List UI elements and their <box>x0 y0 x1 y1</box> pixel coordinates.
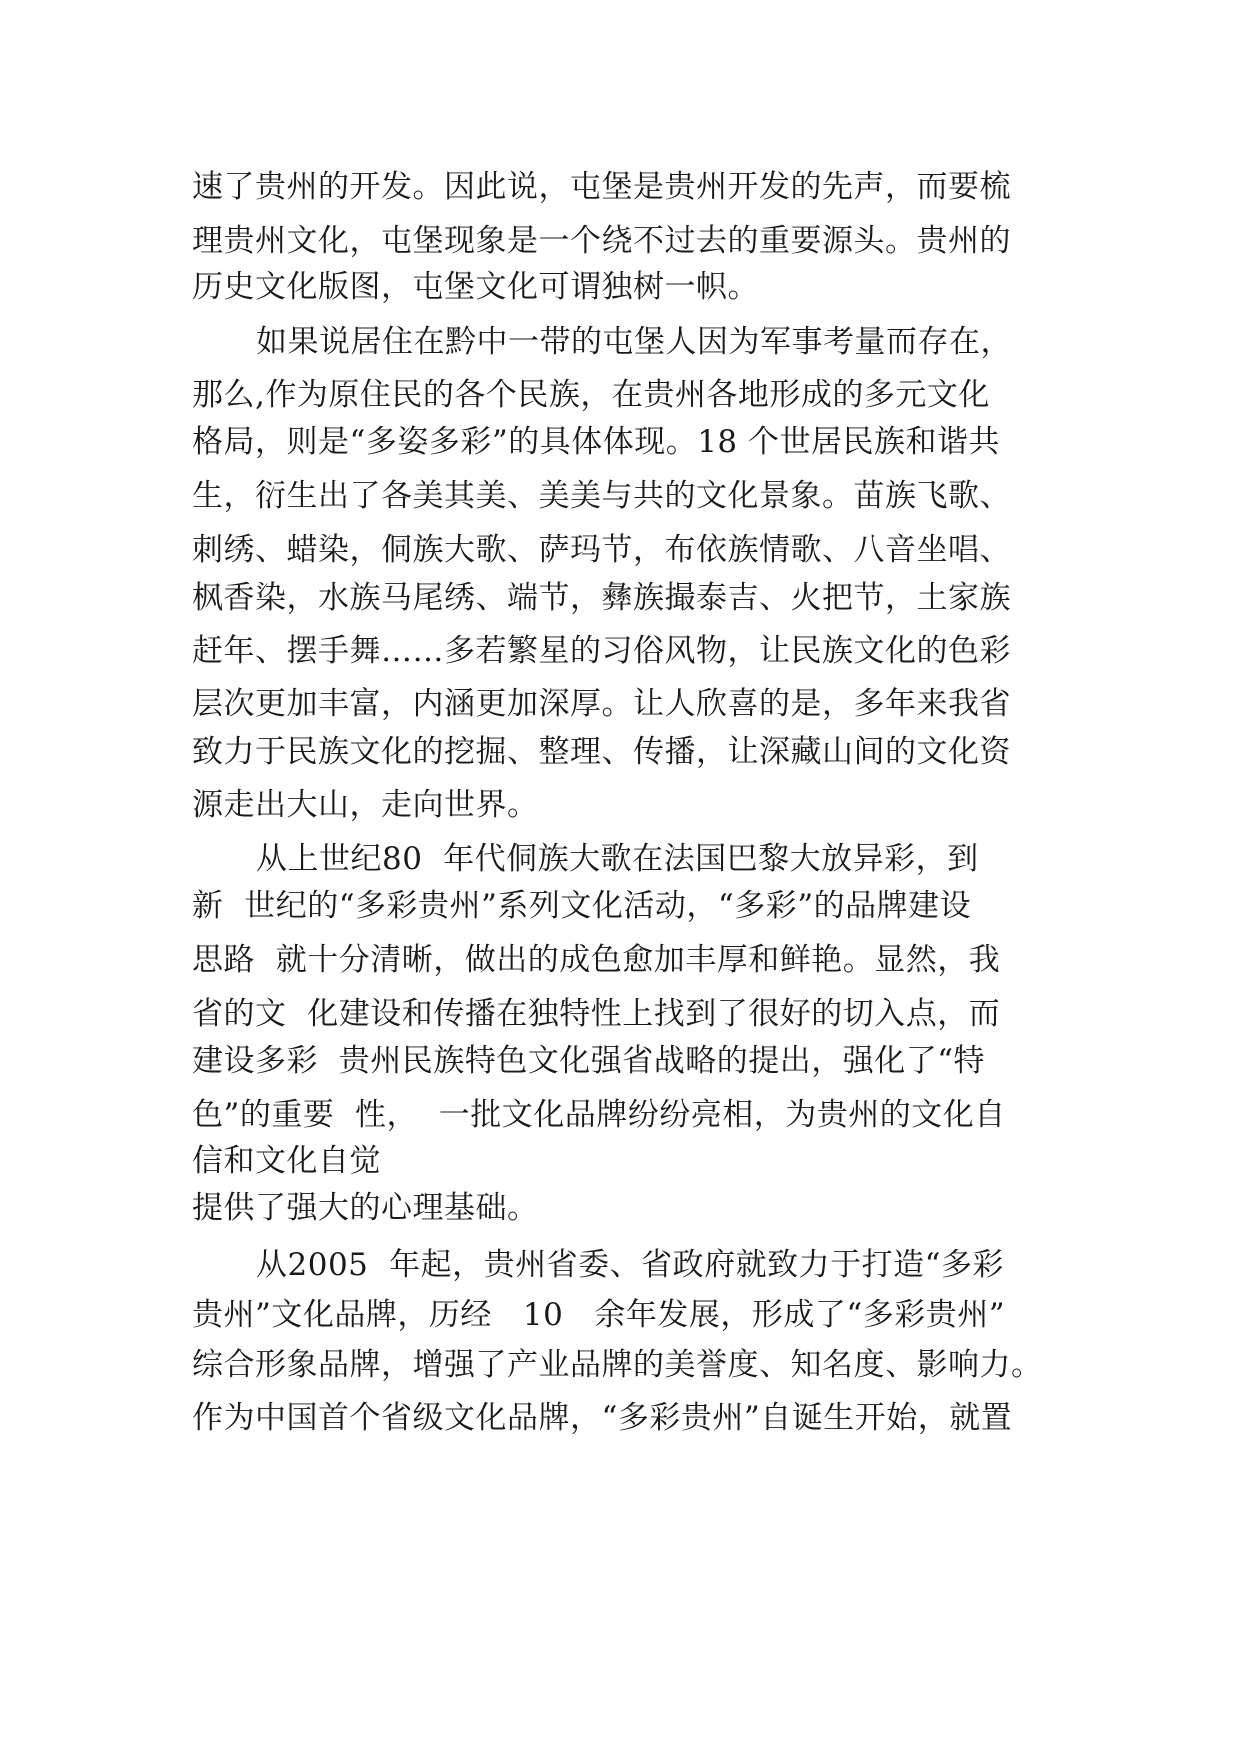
text-line: 色”的重要 性， 一批文化品牌纷纷亮相，为贵州的文化自 <box>192 1097 1006 1133</box>
text-line: 建设多彩 贵州民族特色文化强省战略的提出，强化了“特 <box>192 1043 986 1079</box>
text-line: 格局，则是“多姿多彩”的具体体现。18 个世居民族和谐共 <box>192 424 1000 460</box>
text-line: 枫香染，水族马尾绣、端节，彝族撮泰吉、火把节，土家族 <box>192 580 1011 616</box>
text-line: 提供了强大的心理基础。 <box>192 1190 539 1226</box>
paragraph-first-line: 如果说居住在黔中一带的屯堡人因为军事考量而存在， <box>256 324 1012 360</box>
text-line: 作为中国首个省级文化品牌，“多彩贵州”自诞生开始，就置 <box>192 1400 1013 1436</box>
text-line: 综合形象品牌，增强了产业品牌的美誉度、知名度、影响力。 <box>192 1347 1043 1383</box>
text-line: 生，衍生出了各美其美、美美与共的文化景象。苗族飞歌、 <box>192 478 1011 514</box>
text-line: 省的文 化建设和传播在独特性上找到了很好的切入点，而 <box>192 996 1001 1032</box>
text-line: 理贵州文化，屯堡现象是一个绕不过去的重要源头。贵州的 <box>192 223 1011 259</box>
text-line: 贵州”文化品牌，历经 10 余年发展，形成了“多彩贵州” <box>192 1297 1006 1333</box>
text-line: 思路 就十分清晰，做出的成色愈加丰厚和鲜艳。显然，我 <box>192 942 1001 978</box>
text-line: 那么,作为原住民的各个民族，在贵州各地形成的多元文化 <box>192 377 990 413</box>
text-line: 源走出大山，走向世界。 <box>192 787 539 823</box>
text-line: 速了贵州的开发。因此说，屯堡是贵州开发的先声，而要梳 <box>192 169 1011 205</box>
text-line: 层次更加丰富，内涵更加深厚。让人欣喜的是，多年来我省 <box>192 686 1011 722</box>
paragraph-first-line: 从2005 年起，贵州省委、省政府就致力于打造“多彩 <box>256 1247 1004 1283</box>
text-line: 赶年、摆手舞……多若繁星的习俗风物，让民族文化的色彩 <box>192 633 1011 669</box>
text-line: 历史文化版图，屯堡文化可谓独树一帜。 <box>192 269 759 305</box>
paragraph-first-line: 从上世纪80 年代侗族大歌在法国巴黎大放异彩，到 <box>256 841 979 877</box>
text-line: 信和文化自觉 <box>192 1143 381 1179</box>
text-line: 新 世纪的“多彩贵州”系列文化活动，“多彩”的品牌建设 <box>192 888 972 924</box>
text-line: 刺绣、蜡染，侗族大歌、萨玛节，布依族情歌、八音坐唱、 <box>192 532 1011 568</box>
text-line: 致力于民族文化的挖掘、整理、传播，让深藏山间的文化资 <box>192 734 1011 770</box>
